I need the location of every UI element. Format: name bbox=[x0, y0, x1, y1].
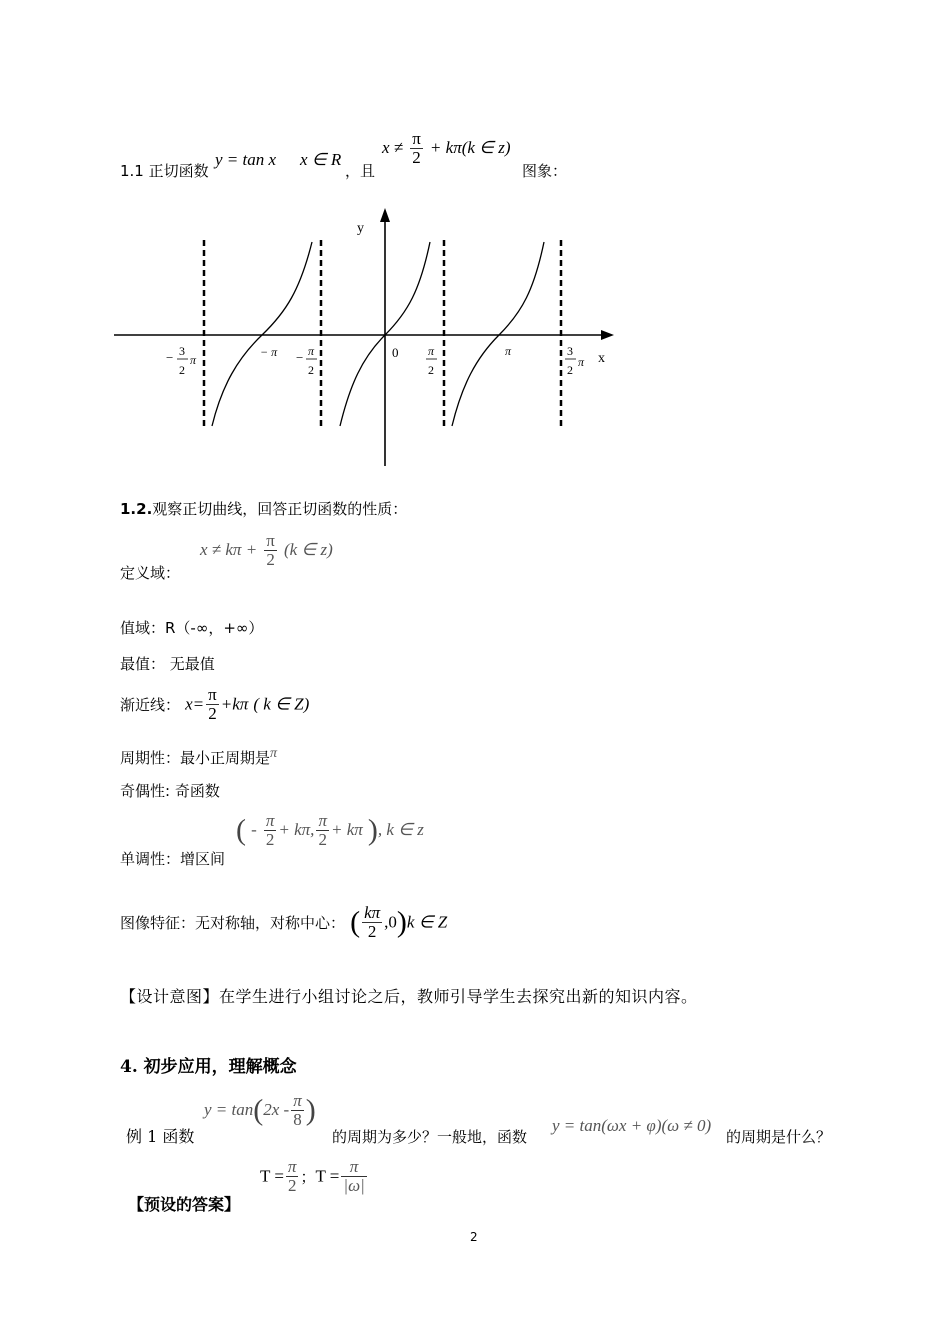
tick-3pi-2-pi: π bbox=[578, 355, 585, 369]
domain-a: x ≠ kπ + bbox=[200, 539, 258, 559]
tick-neg-pi-2-den: 2 bbox=[308, 363, 314, 377]
property-extremum: 最值： 无最值 bbox=[120, 655, 215, 673]
asym-c: ( k ∈ Z) bbox=[253, 694, 310, 714]
tick-3pi-2-den: 2 bbox=[567, 363, 573, 377]
domain-formula bbox=[200, 532, 333, 569]
example-general: y = tan(ωx + φ)(ω ≠ 0) bbox=[552, 1116, 712, 1135]
tick-3pi-2-num: 3 bbox=[567, 344, 573, 358]
asym-frac bbox=[206, 686, 219, 723]
feature-den: 2 bbox=[367, 921, 377, 941]
property-range: 值域：R（-∞，+∞） bbox=[120, 619, 264, 637]
conjunction: ，且 bbox=[345, 162, 376, 180]
feature-label: 图像特征：无对称轴，对称中心： bbox=[120, 913, 346, 932]
mono-end: + kπ bbox=[330, 819, 363, 839]
domain-den: 2 bbox=[266, 549, 275, 569]
mono-right-paren: ) bbox=[367, 813, 378, 847]
property-asymptote bbox=[120, 686, 309, 723]
page-number: 2 bbox=[470, 1230, 478, 1244]
tick-neg-3pi-2-num: 3 bbox=[179, 344, 185, 358]
answer-frac-2 bbox=[341, 1158, 366, 1195]
x-axis-arrow bbox=[601, 330, 614, 340]
answer-formulas bbox=[260, 1158, 369, 1195]
example-mid: 的周期为多少？一般地，函数 bbox=[332, 1128, 528, 1146]
example-f-a: y = tan bbox=[204, 1099, 254, 1119]
mono-frac-1 bbox=[264, 812, 277, 849]
tan-branch-right bbox=[452, 242, 544, 426]
tick-neg-pi: − π bbox=[260, 345, 278, 359]
asym-den: 2 bbox=[208, 703, 217, 723]
tick-neg-3pi-2-den: 2 bbox=[179, 363, 185, 377]
mono-frac-2 bbox=[316, 812, 329, 849]
property-feature bbox=[120, 904, 447, 941]
feature-frac bbox=[362, 904, 382, 941]
cond-num: π bbox=[412, 129, 421, 148]
property-parity: 奇偶性: 奇函数 bbox=[120, 782, 220, 800]
mono-label: 单调性：增区间 bbox=[120, 850, 226, 868]
x-axis-label: x bbox=[598, 351, 605, 366]
section-1-1-suffix: 图象： bbox=[522, 162, 568, 180]
tick-neg-3pi-2-pi: π bbox=[190, 353, 197, 367]
tick-neg-pi-2-num: π bbox=[308, 344, 315, 358]
example-end: 的周期是什么？ bbox=[726, 1128, 832, 1146]
tan-branch-left bbox=[212, 242, 312, 426]
tick-pi-2-den: 2 bbox=[428, 363, 434, 377]
example-label: 例 1 函数 bbox=[126, 1127, 195, 1146]
mono-interval bbox=[236, 812, 424, 849]
answer-frac-1 bbox=[286, 1158, 299, 1195]
section-4-title: 4. 初步应用，理解概念 bbox=[120, 1057, 297, 1077]
mono-den-1: 2 bbox=[265, 829, 275, 849]
domain-formula: x ∈ R bbox=[300, 150, 342, 169]
feature-zero: ,0 bbox=[384, 912, 397, 932]
feature-right-paren: ) bbox=[396, 905, 407, 939]
tan-formula: y = tan x bbox=[215, 150, 277, 169]
tick-neg-3pi-2-sign: − bbox=[166, 350, 174, 365]
period-value: π bbox=[270, 746, 278, 761]
feature-cond: k ∈ Z bbox=[406, 912, 448, 932]
answer-sep: ； bbox=[300, 1167, 316, 1186]
property-period bbox=[120, 746, 277, 768]
example-1 bbox=[120, 1092, 860, 1152]
y-axis-label: y bbox=[357, 221, 364, 236]
section-1-2-title bbox=[120, 498, 407, 519]
y-axis-arrow bbox=[380, 208, 390, 222]
asymptote-label: 渐近线： bbox=[120, 695, 181, 714]
domain-b: (k ∈ z) bbox=[283, 539, 333, 559]
answer-num-1: π bbox=[287, 1157, 297, 1176]
preset-answer bbox=[120, 1158, 520, 1218]
feature-left-paren: ( bbox=[350, 905, 361, 939]
period-label: 周期性：最小正周期是 bbox=[120, 749, 271, 767]
design-intent: 【设计意图】在学生进行小组讨论之后，教师引导学生去探究出新的知识内容。 bbox=[120, 987, 698, 1006]
domain-num: π bbox=[266, 531, 275, 550]
tick-pi: π bbox=[505, 344, 512, 358]
property-monotonic bbox=[120, 812, 640, 868]
feature-num: kπ bbox=[364, 903, 381, 922]
example-num: π bbox=[293, 1091, 302, 1110]
mono-num-1: π bbox=[265, 811, 275, 830]
mono-den-2: 2 bbox=[318, 829, 327, 849]
answer-label: 【预设的答案】 bbox=[128, 1195, 241, 1214]
example-function bbox=[204, 1092, 316, 1129]
cond-den: 2 bbox=[412, 147, 421, 167]
tangent-graph bbox=[0, 0, 950, 480]
asym-b: +kπ bbox=[220, 694, 249, 714]
mono-left-paren: ( bbox=[236, 813, 246, 847]
example-f-b: 2x - bbox=[263, 1099, 290, 1119]
asym-num: π bbox=[208, 685, 217, 704]
answer-den-2: |ω| bbox=[343, 1175, 365, 1195]
example-right-paren: ) bbox=[305, 1093, 316, 1127]
example-den: 8 bbox=[293, 1109, 302, 1129]
asym-a: x= bbox=[185, 694, 205, 714]
section-1-1-prefix: 1.1 正切函数 bbox=[120, 162, 209, 180]
section-1-2-text: 观察正切曲线，回答正切函数的性质： bbox=[152, 500, 408, 518]
domain-frac bbox=[264, 532, 277, 569]
answer-t2: T = bbox=[315, 1166, 340, 1186]
example-frac bbox=[291, 1092, 304, 1129]
answer-num-2: π bbox=[341, 1158, 366, 1177]
mono-mid: + kπ, bbox=[278, 819, 315, 839]
cond-x: x ≠ bbox=[382, 137, 404, 157]
answer-den-1: 2 bbox=[287, 1175, 297, 1195]
domain-label: 定义域： bbox=[120, 564, 181, 582]
cond-rest: + kπ(k ∈ z) bbox=[429, 137, 511, 157]
mono-cond: , k ∈ z bbox=[377, 819, 424, 839]
tick-pi-2-num: π bbox=[428, 344, 435, 358]
mono-num-2: π bbox=[318, 811, 327, 830]
tick-neg-pi-2-sign: − bbox=[296, 350, 304, 365]
property-domain bbox=[120, 532, 520, 582]
origin-label: 0 bbox=[392, 345, 399, 360]
answer-t1: T = bbox=[260, 1166, 284, 1186]
example-left-paren: ( bbox=[253, 1093, 264, 1127]
section-1-2-number: 1.2. bbox=[120, 500, 153, 518]
mono-minus: - bbox=[251, 819, 257, 839]
